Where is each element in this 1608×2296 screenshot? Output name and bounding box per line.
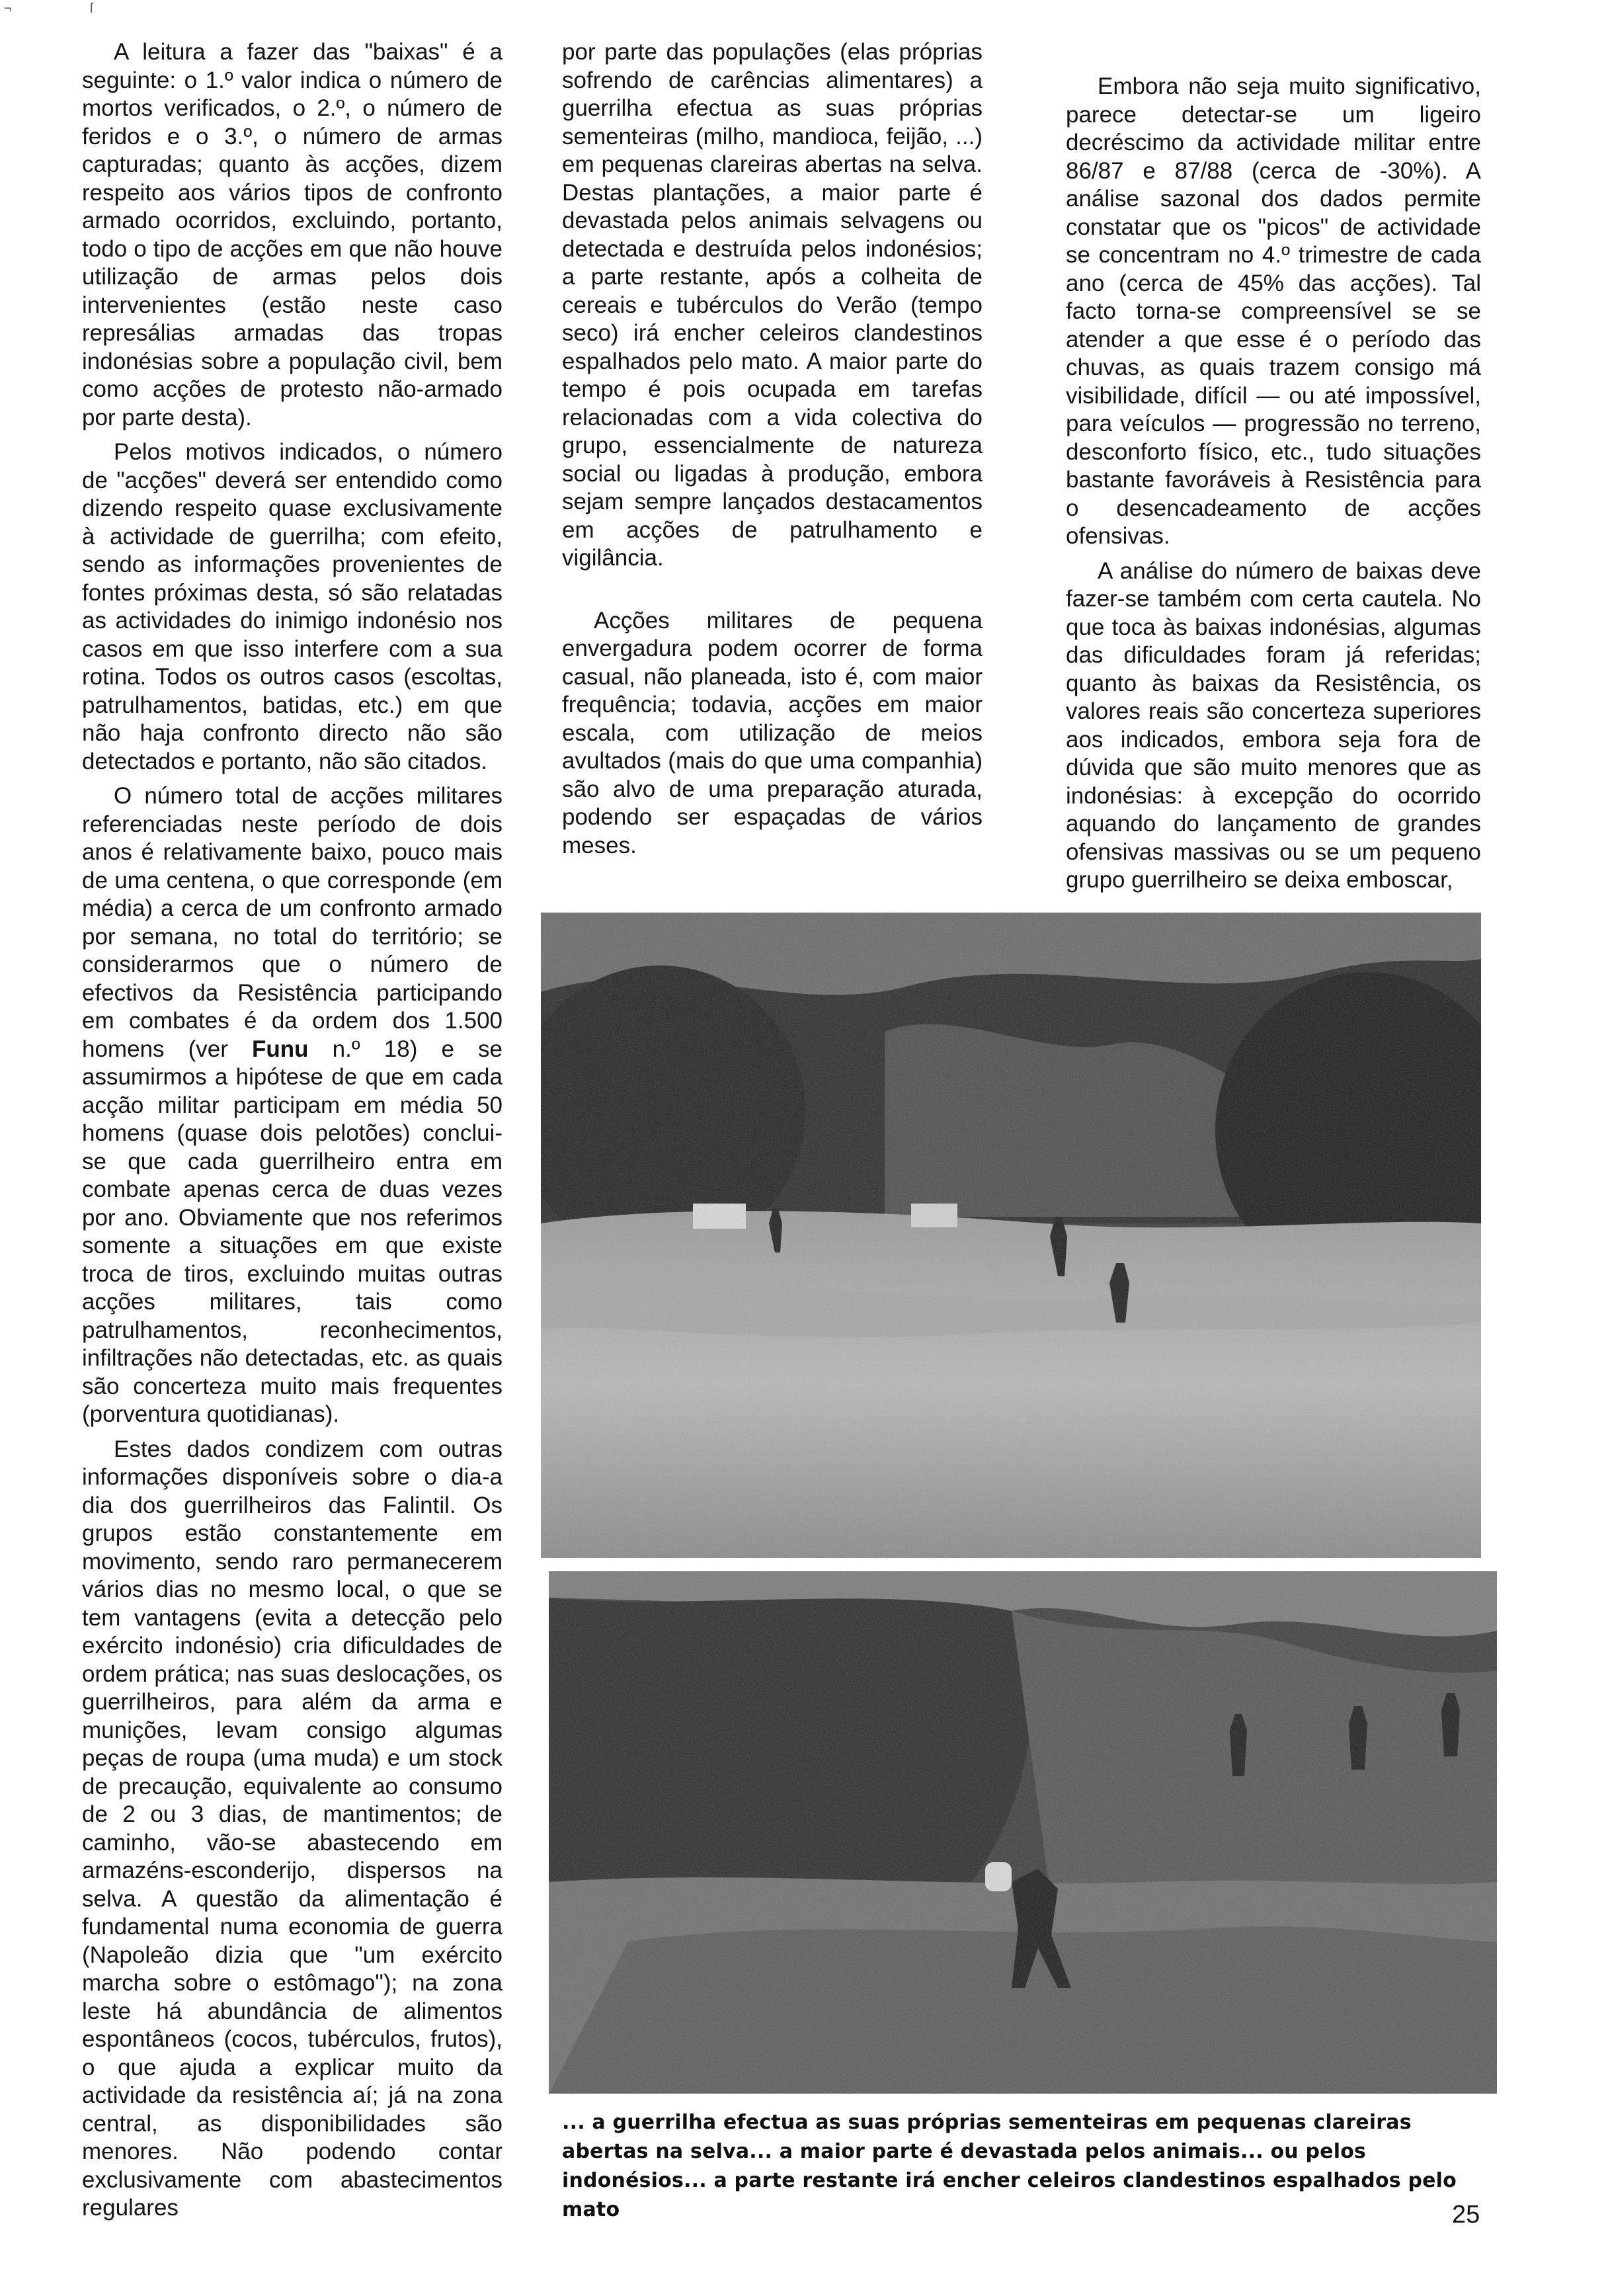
text-column-left <box>82 38 502 2229</box>
paragraph: A análise do número de baixas deve fazer-se também com certa cautela. No que toca às baixas indonésias, algumas das dificuldades foram já referidas; quanto às baixas da Resistência, os valores reais são concerteza superiores aos indicados, embora seja fora de dúvida que são muito menores que as indonésias: à excepção do ocorrido aquando do lançamento de grandes ofensivas massivas ou se um pequeno grupo guerrilheiro se deixa emboscar, <box>1066 557 1481 893</box>
paragraph: Pelos motivos indicados, o número de "acções" deverá ser entendido como dizendo respeito quase exclusivamente à actividade de guerrilha; com efeito, sendo as informações provenientes de fontes próximas desta, só são relatadas as actividades do inimigo indonésio nos casos em que isso interfere com a sua rotina. Todos os outros casos (escoltas, patrulhamentos, batidas, etc.) em que não haja confronto directo não são detectados e portanto, não são citados. <box>82 439 502 774</box>
photo-jungle-clearing <box>541 913 1481 1558</box>
scan-mark: ¬ <box>4 1 12 16</box>
paragraph: Estes dados condizem com outras informações disponíveis sobre o dia-a dia dos guerrilheiros das Falintil. Os grupos estão constantemente em movimento, sendo raro permanecerem vários dias no mesmo local, o que se tem vantagens (evita a detecção pelo exército indonésio) cria dificuldades de ordem prática; nas suas deslocações, os guerrilheiros, para além da arma e munições, levam consigo algumas peças de roupa (uma muda) e um stock de precaução, equivalente ao consumo de 2 ou 3 dias, de mantimentos; de caminho, vão-se abastecendo em armazéns-esconderijo, dispersos na selva. A questão da alimentação é fundamental numa economia de guerra (Napoleão dizia que "um exército marcha sobre o estômago"); na zona leste há abundância de alimentos espontâneos (cocos, tubérculos, frutos), o que ajuda a explicar muito da actividade da resistência aí; já na zona central, as disponibilidades são menores. Não podendo contar exclusivamente com abastecimentos regulares <box>82 1436 502 2221</box>
paragraph: Acções militares de pequena envergadura podem ocorrer de forma casual, não planeada, isto é, com maior frequência; todavia, acções em maior escala, com utilização de meios avultados (mais do que uma companhia) são alvo de uma preparação aturada, podendo ser espaçadas de vários meses. <box>562 607 983 858</box>
paragraph: A leitura a fazer das "baixas" é a seguinte: o 1.º valor indica o número de mortos verificados, o 2.º, o número de feridos e o 3.º, o número de armas capturadas; quanto às acções, dizem respeito aos vários tipos de confronto armado ocorridos, excluindo, portanto, todo o tipo de acções em que não houve utilização de armas pelos dois intervenientes (estão neste caso represálias armadas das tropas indonésias sobre a população civil, bem como acções de protesto não-armado por parte desta). <box>82 39 502 430</box>
scan-mark: ſ <box>90 1 93 16</box>
photo-guerrilla-planting <box>549 1571 1497 2094</box>
page-number: 25 <box>1452 2201 1480 2229</box>
text-column-right <box>1066 73 1481 901</box>
text-column-middle <box>562 38 983 866</box>
paragraph: Embora não seja muito significativo, parece detectar-se um ligeiro decréscimo da actividade militar entre 86/87 e 87/88 (cerca de -30%). A análise sazonal dos dados permite constatar que os "picos" de actividade se concentram no 4.º trimestre de cada ano (cerca de 45% das acções). Tal facto torna-se compreensível se se atender a que esse é o período das chuvas, as quais trazem consigo má visibilidade, difícil — ou até impossível, para veículos — progressão no terreno, desconforto físico, etc., tudo situações bastante favoráveis à Resistência para o desencadeamento de acções ofensivas. <box>1066 73 1481 549</box>
paragraph: por parte das populações (elas próprias sofrendo de carências alimentares) a guerrilha efectua as suas próprias sementeiras (milho, mandioca, feijão, ...) em pequenas clareiras abertas na selva. Destas plantações, a maior parte é devastada pelos animais selvagens ou detectada e destruída pelos indonésios; a parte restante, após a colheita de cereais e tubérculos do Verão (tempo seco) irá encher celeiros clandestinos espalhados pelo mato. A maior parte do tempo é pois ocupada em tarefas relacionadas com a vida colectiva do grupo, essencialmente de natureza social ou ligadas à produção, embora sejam sempre lançados destacamentos em acções de patrulhamento e vigilância. <box>562 39 983 571</box>
paragraph: O número total de acções militares referenciadas neste período de dois anos é relativamente baixo, pouco mais de uma centena, o que corresponde (em média) a cerca de um confronto armado por semana, no total do território; se considerarmos que o número de efectivos da Resistência participando em combates é da ordem dos 1.500 homens (ver Funu n.º 18) e se assumirmos a hipótese de que em cada acção militar participam em média 50 homens (quase dois pelotões) conclui-se que cada guerrilheiro entra em combate apenas cerca de duas vezes por ano. Obviamente que nos referimos somente a situações em que existe troca de tiros, excluindo muitas outras acções militares, tais como patrulhamentos, reconhecimentos, infiltrações não detectadas, etc. as quais são concerteza muito mais frequentes (porventura quotidianas). <box>82 783 503 1427</box>
photo-caption: ... a guerrilha efectua as suas próprias sementeiras em pequenas clareiras abertas na selva... a maior parte é devastada pelos animais... ou pelos indonésios... a parte restante irá encher celeiros clandestinos espalhados pelo mato <box>562 2111 1457 2221</box>
magazine-name: Funu <box>252 1036 309 1062</box>
